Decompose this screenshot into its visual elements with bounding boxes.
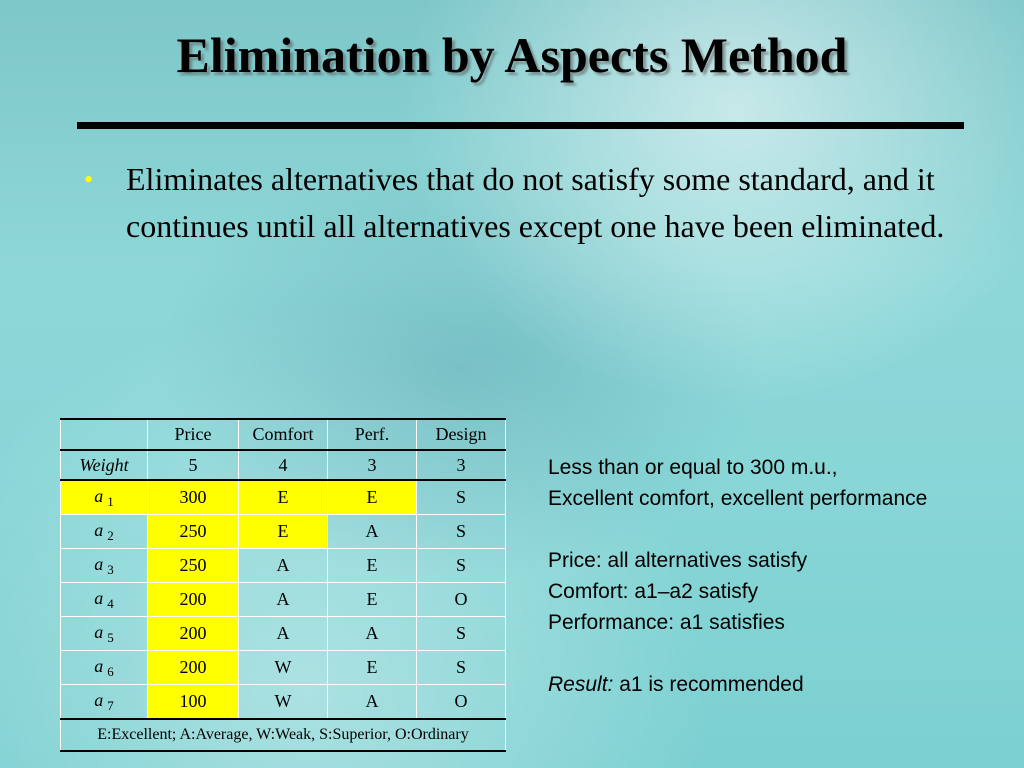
table-cell: S xyxy=(417,651,506,685)
table-cell: A xyxy=(239,583,328,617)
spacer xyxy=(548,514,1018,545)
table-row xyxy=(61,515,506,549)
table-cell: A xyxy=(239,549,328,583)
price-note: Price: all alternatives satisfy xyxy=(548,549,808,572)
table-cell: W xyxy=(239,685,328,720)
table-cell: S xyxy=(417,515,506,549)
alternative-label: a $_1$ xyxy=(61,480,148,515)
alternative-label: a $_3$ xyxy=(61,549,148,583)
result-line xyxy=(548,669,1018,700)
table-cell: A xyxy=(239,617,328,651)
aspects-table xyxy=(60,418,506,752)
header-cell-performance: Perf. xyxy=(328,419,417,450)
table-cell: E xyxy=(239,515,328,549)
slide-title: Elimination by Aspects Method xyxy=(176,27,848,83)
table-cell: E xyxy=(328,651,417,685)
weight-label: Weight xyxy=(61,450,148,480)
alternative-label: a $_4$ xyxy=(61,583,148,617)
header-cell-price: Price xyxy=(148,419,239,450)
bullet-text: Eliminates alternatives that do not satisfy some standard, and it continues until all alternatives except one have been eliminated. xyxy=(126,161,945,244)
bullet-point xyxy=(84,156,984,250)
table-cell: S xyxy=(417,480,506,515)
table-cell: A xyxy=(328,515,417,549)
table-row xyxy=(61,549,506,583)
weight-cell: 5 xyxy=(148,450,239,480)
table-cell: E xyxy=(328,583,417,617)
notes-panel xyxy=(548,452,1018,700)
header-cell xyxy=(61,419,148,450)
spacer xyxy=(548,638,1018,669)
table-row xyxy=(61,583,506,617)
table-cell: 100 xyxy=(148,685,239,720)
header-cell-design: Design xyxy=(417,419,506,450)
table-cell: O xyxy=(417,685,506,720)
table-header-row xyxy=(61,419,506,450)
performance-note: Performance: a1 satisfies xyxy=(548,611,785,634)
table-row xyxy=(61,617,506,651)
table-cell: W xyxy=(239,651,328,685)
bullet-icon: • xyxy=(84,165,94,194)
title-divider xyxy=(77,122,964,129)
table-cell: 200 xyxy=(148,583,239,617)
criteria-line: Less than or equal to 300 m.u., xyxy=(548,456,838,479)
alternative-label: a $_6$ xyxy=(61,651,148,685)
table-cell: E xyxy=(328,549,417,583)
comfort-note: Comfort: a1–a2 satisfy xyxy=(548,580,759,603)
table-cell: E xyxy=(239,480,328,515)
table-cell: 250 xyxy=(148,515,239,549)
table-row xyxy=(61,685,506,720)
weight-cell: 3 xyxy=(417,450,506,480)
alternative-label: a $_5$ xyxy=(61,617,148,651)
weight-row xyxy=(61,450,506,480)
table-cell: 300 xyxy=(148,480,239,515)
table-cell: S xyxy=(417,549,506,583)
table-cell: A xyxy=(328,617,417,651)
result-text: a1 is recommended xyxy=(613,673,804,696)
table-cell: 250 xyxy=(148,549,239,583)
table-cell: E xyxy=(328,480,417,515)
legend-row xyxy=(61,719,506,751)
table-cell: O xyxy=(417,583,506,617)
alternative-label: a $_2$ xyxy=(61,515,148,549)
weight-cell: 4 xyxy=(239,450,328,480)
alternative-label: a $_7$ xyxy=(61,685,148,720)
table-cell: 200 xyxy=(148,617,239,651)
table-cell: S xyxy=(417,617,506,651)
weight-cell: 3 xyxy=(328,450,417,480)
header-cell-comfort: Comfort xyxy=(239,419,328,450)
table-legend: E:Excellent; A:Average, W:Weak, S:Superior, O:Ordinary xyxy=(61,719,506,751)
result-label: Result: xyxy=(548,673,614,696)
table-cell: A xyxy=(328,685,417,720)
table-row xyxy=(61,480,506,515)
table-cell: 200 xyxy=(148,651,239,685)
table-row xyxy=(61,651,506,685)
criteria-line: Excellent comfort, excellent performance xyxy=(548,487,928,510)
